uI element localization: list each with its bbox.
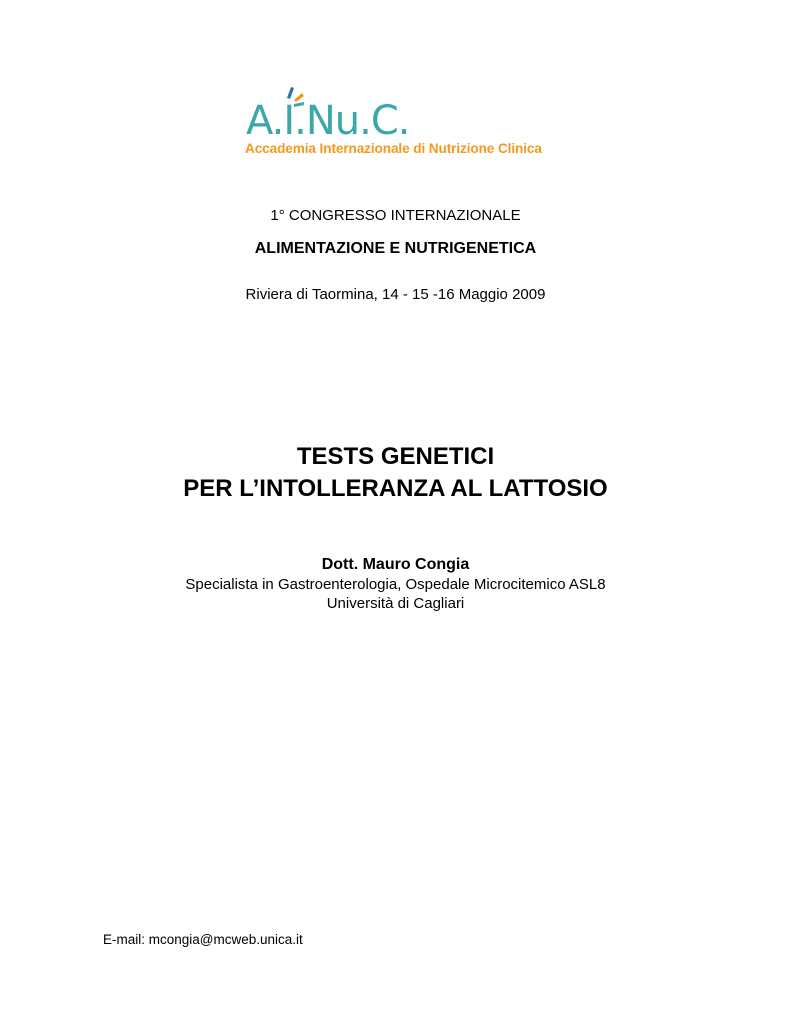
- contact-email: E-mail: mcongia@mcweb.unica.it: [103, 932, 303, 947]
- ainuc-logo: [244, 84, 564, 164]
- congress-edition: 1° CONGRESSO INTERNAZIONALE: [270, 207, 521, 224]
- logo-full-name: Accademia Internazionale di Nutrizione Clinica: [245, 141, 542, 156]
- congress-title: ALIMENTAZIONE E NUTRIGENETICA: [254, 240, 537, 257]
- speaker-affiliation-line-1: Specialista in Gastroenterologia, Ospedale Microcitemico ASL8: [185, 576, 606, 593]
- logo-acronym: A.I.Nu.C.: [246, 98, 410, 144]
- speaker-name: Dott. Mauro Congia: [321, 556, 470, 573]
- speaker-affiliation-line-2: Università di Cagliari: [326, 595, 465, 612]
- talk-title-line-1: TESTS GENETICI: [296, 443, 495, 470]
- talk-title-line-2: PER L’INTOLLERANZA AL LATTOSIO: [183, 475, 608, 502]
- congress-venue-dates: Riviera di Taormina, 14 - 15 -16 Maggio 2009: [245, 286, 546, 303]
- logo-mark: [244, 84, 444, 148]
- logo-graphic: [244, 84, 444, 148]
